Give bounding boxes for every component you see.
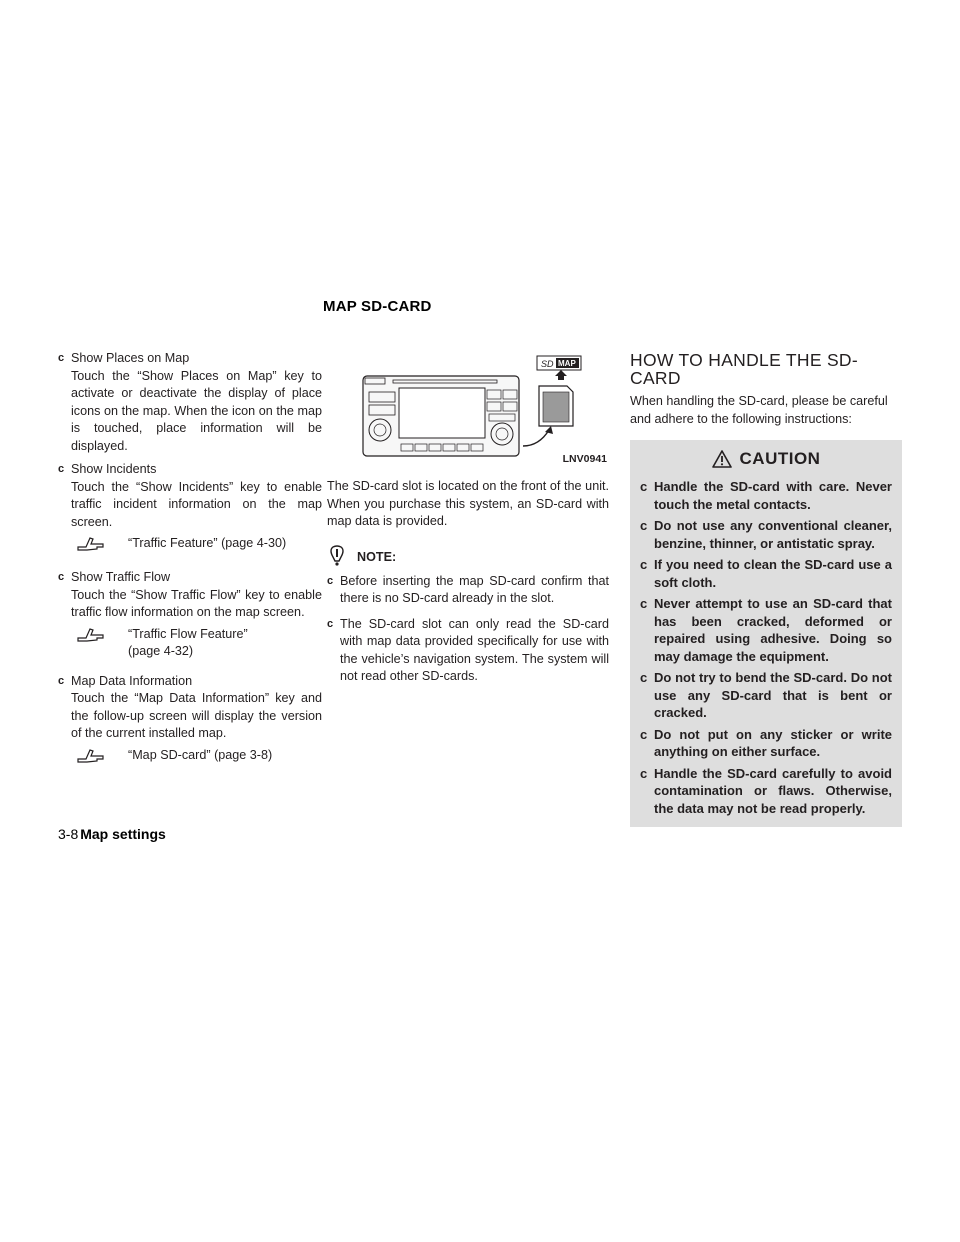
- column-left: [58, 350, 322, 775]
- sd-card-slot-illustration: [327, 350, 609, 466]
- list-item: [58, 569, 322, 661]
- bullet-glyph: c: [640, 596, 648, 611]
- note-text: Before inserting the map SD-card confirm that there is no SD-card already in the slot.: [340, 573, 609, 605]
- bullet-glyph: c: [327, 617, 334, 630]
- head-unit-drawing: [327, 350, 609, 466]
- note-header: [327, 545, 609, 569]
- bullet-glyph: c: [640, 670, 648, 685]
- bullet-glyph: c: [640, 765, 648, 781]
- intro-paragraph: When handling the SD-card, please be careful and adhere to the following instructions:: [630, 394, 888, 426]
- footer-section-name: Map settings: [80, 826, 166, 842]
- pointing-hand-icon: [76, 747, 106, 765]
- item-title: Map Data Information: [71, 673, 193, 688]
- caution-item: [640, 595, 892, 665]
- section-title: MAP SD-CARD: [323, 298, 432, 315]
- bullet-glyph: c: [58, 674, 65, 687]
- sd-slot-paragraph: The SD-card slot is located on the front of the unit. When you purchase this system, an SD-card with map data is provided.: [327, 479, 609, 528]
- item-body: Touch the “Map Data Information” key and the follow-up screen will display the version of the current installed map.: [71, 691, 322, 740]
- warning-triangle-icon: [712, 450, 732, 468]
- page-reference: [58, 747, 322, 769]
- caution-item: [640, 726, 892, 761]
- bullet-glyph: c: [327, 574, 334, 587]
- caution-text: Do not use any conventional cleaner, benzine, thinner, or antistatic spray.: [654, 518, 892, 551]
- caution-text: Handle the SD-card carefully to avoid contamination or flaws. Otherwise, the data may not be read properly.: [654, 765, 892, 816]
- note-label: NOTE:: [357, 549, 397, 564]
- reference-text: “Traffic Feature” (page 4-30): [128, 536, 287, 550]
- item-title: Show Incidents: [71, 462, 157, 476]
- caution-item: [640, 517, 892, 552]
- item-body: Touch the “Show Traffic Flow” key to enable traffic flow information on the map screen.: [71, 587, 322, 619]
- caution-header: [640, 440, 892, 474]
- caution-item: [640, 669, 892, 722]
- caution-item: [640, 478, 892, 513]
- item-title: Show Places on Map: [71, 351, 190, 365]
- item-title: Show Traffic Flow: [71, 570, 171, 584]
- bullet-glyph: c: [640, 479, 648, 494]
- page-footer: [58, 826, 166, 842]
- exclamation-note-icon: [327, 545, 347, 567]
- caution-item: [640, 765, 892, 818]
- bullet-glyph: c: [640, 726, 648, 742]
- subsection-heading: HOW TO HANDLE THE SD-CARD: [630, 350, 858, 388]
- list-item: [58, 461, 322, 557]
- list-item: [58, 350, 322, 455]
- column-middle: [327, 350, 609, 686]
- reference-text: “Traffic Flow Feature”: [128, 626, 248, 641]
- page-reference: [58, 626, 322, 661]
- reference-text: (page 4-32): [128, 644, 194, 658]
- bullet-glyph: c: [640, 518, 648, 533]
- bullet-glyph: c: [58, 571, 65, 583]
- list-item: [58, 673, 322, 769]
- note-text: The SD-card slot can only read the SD-card with map data provided specifically for use with the vehicle’s navigation system. The system will not read other SD-cards.: [340, 616, 609, 683]
- sd-logo-text: SD: [541, 359, 554, 369]
- reference-text: “Map SD-card” (page 3-8): [128, 747, 273, 762]
- note-item: [327, 616, 609, 686]
- page-number: 3-8: [58, 826, 79, 842]
- caution-text: Never attempt to use an SD-card that has been cracked, deformed or repaired using adhesive. Doing so may damage the equipment.: [654, 596, 892, 664]
- pointing-hand-icon: [76, 626, 106, 644]
- caution-text: Handle the SD-card with care. Never touch the metal contacts.: [654, 479, 892, 512]
- column-right: [630, 352, 902, 827]
- map-logo-text: MAP: [558, 359, 576, 368]
- caution-title: CAUTION: [739, 449, 821, 469]
- page-reference: [58, 535, 322, 557]
- figure-code: LNV0941: [562, 452, 607, 465]
- caution-item: [640, 556, 892, 591]
- pointing-hand-icon: [76, 535, 106, 553]
- item-body: Touch the “Show Places on Map” key to activate or deactivate the display of place icons on the map. When the icon on the map is touched, place information will be displayed.: [71, 368, 322, 453]
- item-body: Touch the “Show Incidents” key to enable traffic incident information on the map screen.: [71, 479, 322, 529]
- caution-text: Do not put on any sticker or write anything on either surface.: [654, 726, 892, 759]
- note-item: [327, 573, 609, 608]
- caution-text: Do not try to bend the SD-card. Do not use any SD-card that is bent or cracked.: [654, 670, 892, 720]
- bullet-glyph: c: [640, 557, 648, 572]
- caution-box: [630, 440, 902, 827]
- bullet-glyph: c: [58, 352, 65, 364]
- bullet-glyph: c: [58, 463, 65, 475]
- caution-text: If you need to clean the SD-card use a soft cloth.: [654, 557, 892, 590]
